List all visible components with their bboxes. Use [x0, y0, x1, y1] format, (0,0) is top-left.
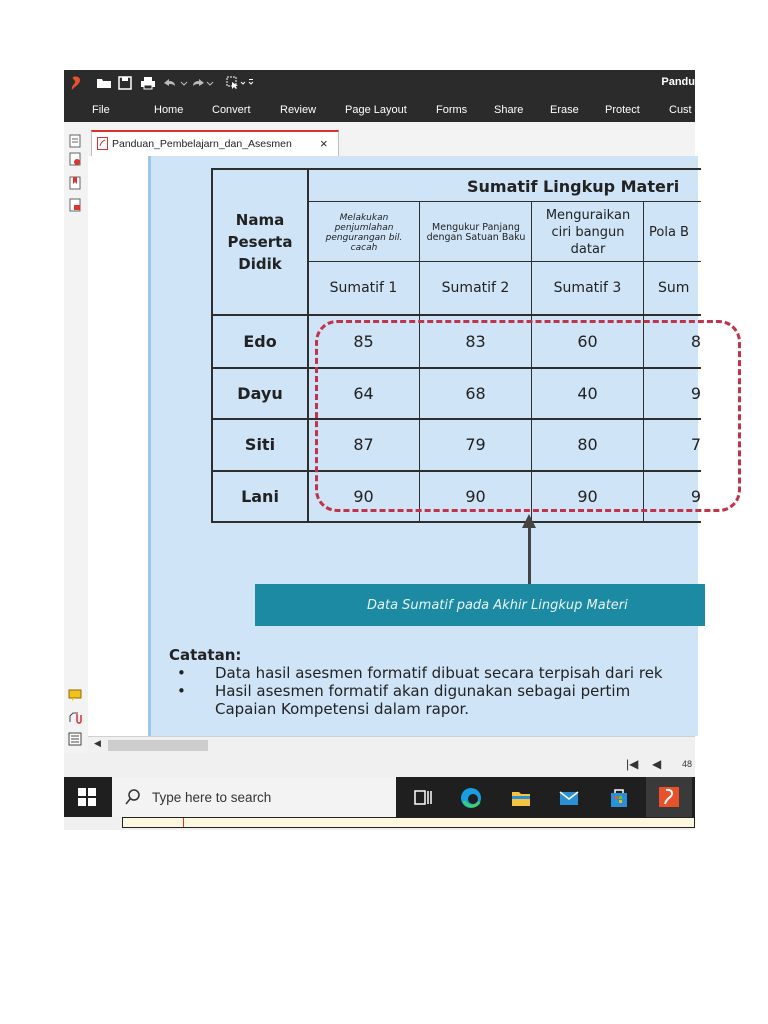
- scrollbar-thumb[interactable]: [108, 740, 208, 751]
- search-placeholder: Type here to search: [152, 790, 272, 805]
- column-desc-4: Pola B: [649, 225, 689, 240]
- document-tab-strip: [88, 122, 695, 157]
- search-icon: [124, 788, 142, 811]
- status-bar: [64, 753, 695, 777]
- comments-panel-icon[interactable]: [68, 688, 82, 702]
- arrow-stem: [528, 526, 531, 584]
- windows-start-icon[interactable]: [78, 788, 100, 810]
- table-cell: 40: [577, 383, 598, 403]
- row-name: Lani: [241, 486, 279, 506]
- file-explorer-icon[interactable]: [510, 787, 532, 809]
- bottom-strip: [122, 817, 695, 828]
- text-cursor: [183, 818, 184, 827]
- mail-icon[interactable]: [558, 787, 580, 809]
- print-icon[interactable]: [140, 75, 156, 91]
- pages-panel-icon[interactable]: [68, 134, 82, 148]
- close-tab-icon[interactable]: ×: [320, 136, 328, 151]
- menu-review[interactable]: Review: [280, 104, 317, 116]
- layers-panel-icon[interactable]: [68, 732, 82, 746]
- taskbar-active-app[interactable]: [646, 777, 692, 817]
- group-header: Sumatif Lingkup Materi: [467, 177, 680, 196]
- attachments-panel-icon[interactable]: [68, 710, 82, 724]
- store-icon[interactable]: [608, 787, 630, 809]
- table-cell: 87: [353, 435, 374, 454]
- pdf-app-icon: [658, 786, 680, 813]
- first-page-icon[interactable]: |◀: [626, 757, 639, 771]
- table-cell: 90: [465, 486, 486, 506]
- menu-convert[interactable]: Convert: [212, 104, 251, 116]
- menu-home[interactable]: Home: [154, 104, 184, 116]
- window-title: Pandu: [661, 76, 695, 88]
- page-number-input[interactable]: 48: [682, 759, 693, 769]
- select-tool-icon[interactable]: [226, 75, 266, 91]
- column-desc-2: Mengukur Panjang dengan Satuan Baku: [426, 221, 526, 243]
- bookmarks-icon[interactable]: [68, 176, 82, 190]
- data-highlight-outline: [315, 320, 741, 512]
- previous-page-icon[interactable]: ◀: [652, 757, 662, 771]
- table-cell: 7: [690, 435, 701, 454]
- column-label-1: Sumatif 1: [329, 280, 398, 296]
- column-label-4: Sum: [658, 280, 690, 296]
- table-cell: 9: [690, 486, 701, 506]
- table-cell: 85: [353, 332, 374, 351]
- notes-section: Catatan: • Data hasil asesmen formatif dibuat secara terpisah dari rek • Hasil asesmen formatif akan digunakan sebagai pertim Capaian Kompetensi dalam rapor.: [169, 646, 663, 718]
- table-cell: 8: [690, 332, 701, 351]
- row-name: Siti: [244, 435, 276, 454]
- table-cell: 9: [690, 383, 701, 403]
- table-cell: 80: [577, 435, 598, 454]
- menu-file[interactable]: File: [92, 104, 110, 116]
- horizontal-scrollbar[interactable]: [88, 736, 695, 754]
- notes-title: Catatan:: [169, 646, 242, 664]
- menu-bar: [64, 96, 695, 122]
- menu-protect[interactable]: Protect: [605, 104, 640, 116]
- windows-taskbar: [64, 777, 695, 817]
- table-cell: 60: [577, 332, 598, 351]
- table-cell: 90: [353, 486, 374, 506]
- title-bar: [64, 70, 695, 96]
- row-name: Edo: [243, 332, 277, 351]
- left-sidebar: [64, 122, 89, 762]
- name-column-header: Nama Peserta Didik: [227, 211, 293, 273]
- column-desc-1: Melakukan penjumlahan pengurangan bil. cacah: [325, 212, 403, 253]
- table-cell: 68: [465, 383, 486, 403]
- table-cell: 79: [465, 435, 486, 454]
- edge-browser-icon[interactable]: [460, 787, 482, 809]
- menu-erase[interactable]: Erase: [550, 104, 579, 116]
- undo-icon[interactable]: [162, 75, 188, 91]
- row-name: Dayu: [237, 383, 283, 403]
- scroll-left-icon[interactable]: ◀: [94, 738, 101, 748]
- menu-customize[interactable]: Cust: [669, 104, 692, 116]
- column-label-2: Sumatif 2: [441, 280, 510, 296]
- menu-page-layout[interactable]: Page Layout: [345, 104, 407, 116]
- document-info-icon[interactable]: [68, 152, 82, 166]
- table-cell: 90: [577, 486, 598, 506]
- table-cell: 64: [353, 383, 374, 403]
- taskbar-search-box[interactable]: [112, 777, 396, 817]
- column-label-3: Sumatif 3: [553, 280, 622, 296]
- pdf-file-icon: [97, 137, 108, 155]
- document-page: [148, 156, 701, 736]
- document-tab-label: Panduan_Pembelajarn_dan_Asesmen: [112, 138, 292, 150]
- save-icon[interactable]: [118, 75, 132, 91]
- task-view-icon[interactable]: [412, 787, 434, 809]
- table-cell: 83: [465, 332, 486, 351]
- column-desc-3: Menguraikan ciri bangun datar: [545, 208, 631, 257]
- document-tab[interactable]: [91, 130, 339, 156]
- app-logo-icon: [70, 75, 84, 91]
- menu-share[interactable]: Share: [494, 104, 524, 116]
- redo-icon[interactable]: [190, 75, 216, 91]
- security-panel-icon[interactable]: [68, 198, 82, 212]
- menu-forms[interactable]: Forms: [436, 104, 468, 116]
- app-window: [64, 70, 701, 830]
- data-banner: Data Sumatif pada Akhir Lingkup Materi: [255, 584, 705, 626]
- open-folder-icon[interactable]: [96, 75, 112, 91]
- document-canvas[interactable]: [88, 156, 701, 736]
